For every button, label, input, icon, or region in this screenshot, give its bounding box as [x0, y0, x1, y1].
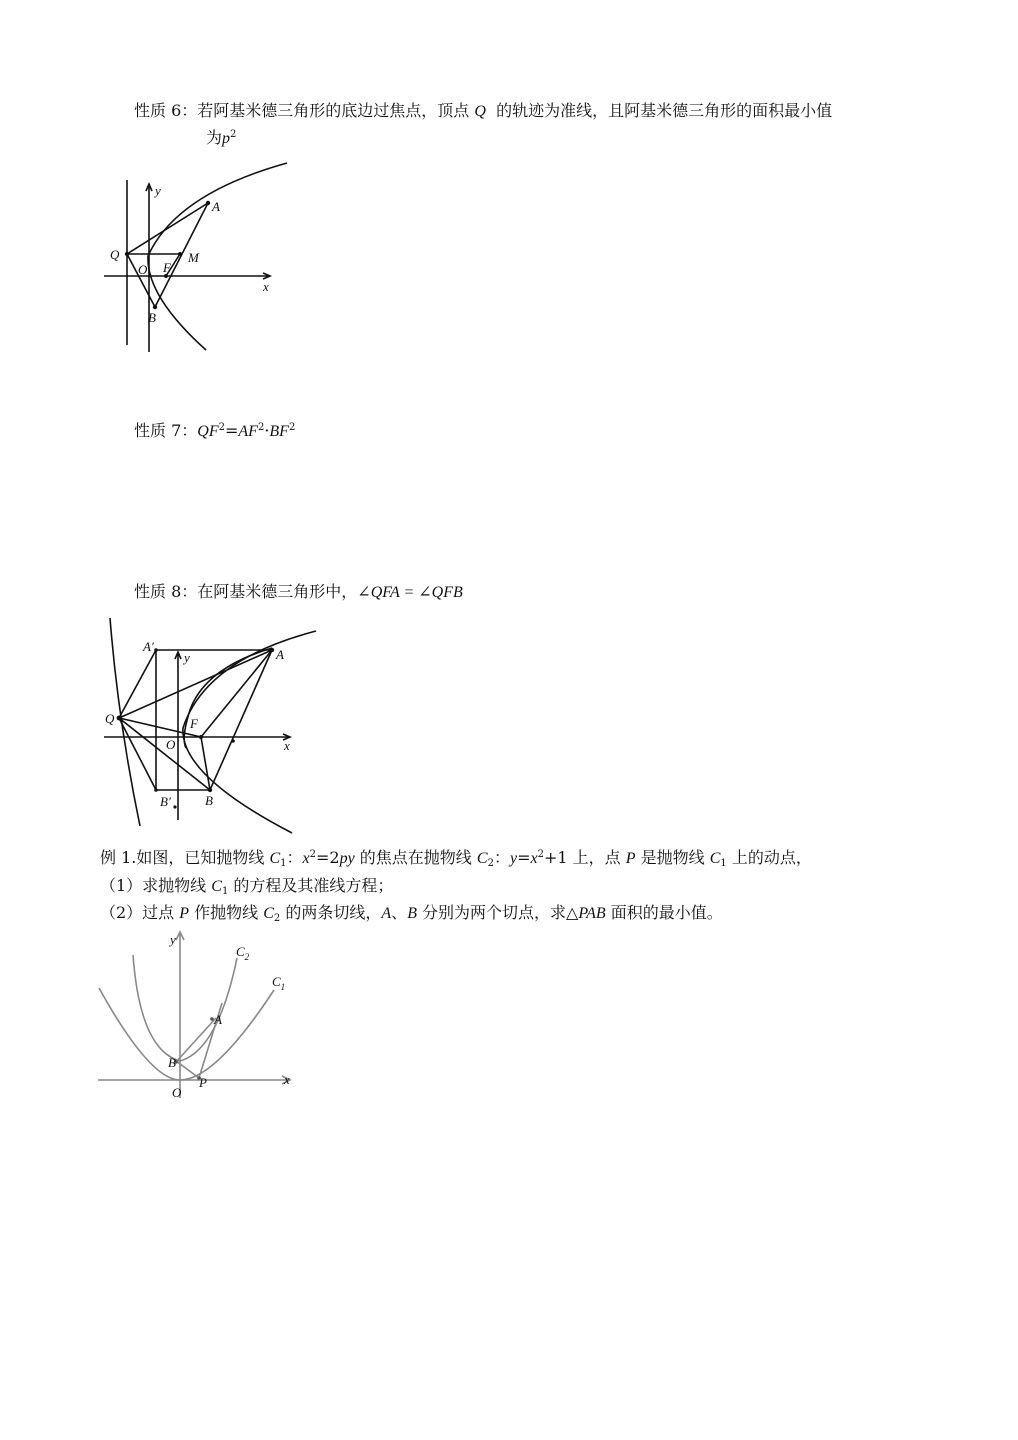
exponent: 2	[537, 849, 544, 860]
property-8-formula: ∠QFA = ∠QFB	[357, 584, 463, 601]
label-b: B	[168, 1055, 176, 1070]
var-a: A	[381, 905, 392, 922]
label-b-prime: B′	[160, 794, 171, 809]
var-x: x	[302, 850, 310, 867]
label-q: Q	[110, 247, 120, 262]
label-o: O	[172, 1085, 182, 1100]
label-o: O	[138, 262, 148, 277]
label-c1-main: C	[272, 974, 281, 989]
label-c1-subscript: 1	[280, 982, 286, 992]
subscript: 1	[720, 858, 727, 869]
exponent: 2	[288, 422, 296, 433]
property-6-label: 性质 6：	[134, 101, 198, 120]
label-a-prime: A′	[143, 639, 154, 654]
text: =2	[316, 848, 340, 867]
property-6-text-b: 的轨迹为准线，且阿基米德三角形的面积最小值	[496, 101, 833, 120]
var-p: P	[179, 905, 190, 922]
var-y: y	[509, 850, 518, 867]
dot: ·	[264, 421, 270, 440]
text: +1 上，点	[543, 848, 626, 867]
exponent: 2	[257, 422, 265, 433]
text: 上的动点，	[726, 848, 812, 867]
label-c2-main: C	[236, 944, 245, 959]
equals: =	[224, 421, 239, 440]
parabola-c1	[99, 988, 274, 1080]
text: ：	[493, 848, 510, 867]
text: =	[517, 848, 531, 867]
text: 分别为两个切点，求△	[416, 903, 579, 922]
var-c: C	[476, 850, 488, 867]
subscript: 2	[273, 913, 281, 924]
label-o: O	[166, 737, 176, 752]
text: （2）过点	[100, 903, 180, 922]
var-p: P	[625, 850, 636, 867]
subscript: 1	[280, 858, 287, 869]
label-q: Q	[105, 711, 115, 726]
var-py: py	[339, 850, 355, 867]
label-a: A	[212, 199, 220, 214]
var-c: C	[269, 850, 281, 867]
var-pab: PAB	[578, 905, 606, 922]
text: 面积的最小值。	[605, 903, 723, 922]
property-6-text-c: 为	[206, 128, 223, 147]
subscript: 2	[487, 858, 494, 869]
label-m: M	[188, 250, 199, 265]
label-c1	[272, 974, 285, 992]
text: 的方程及其准线方程；	[228, 876, 394, 895]
text: ：	[286, 848, 303, 867]
property-6-text-a: 若阿基米德三角形的底边过焦点，顶点	[197, 101, 470, 120]
var-b: B	[407, 905, 417, 922]
text: （1）求抛物线	[100, 876, 212, 895]
exponent: 2	[309, 849, 316, 860]
label-f: F	[190, 716, 198, 731]
label-f: F	[163, 260, 171, 275]
label-y: y	[170, 932, 176, 947]
var-c: C	[211, 878, 222, 895]
subscript: 1	[221, 886, 229, 897]
exponent: 2	[218, 422, 225, 433]
property-8-label: 性质 8：	[134, 582, 198, 601]
label-x: x	[284, 738, 290, 753]
af: AF	[238, 423, 258, 440]
text: 的焦点在抛物线	[354, 848, 477, 867]
label-c2-subscript: 2	[244, 952, 250, 962]
label-p: P	[199, 1075, 207, 1090]
text: 、	[391, 903, 408, 922]
text: 作抛物线	[189, 903, 264, 922]
label-b: B	[148, 310, 156, 325]
property-8-text: 在阿基米德三角形中，	[197, 582, 358, 601]
label-a: A	[214, 1012, 222, 1027]
text: 的两条切线，	[280, 903, 382, 922]
label-y: y	[184, 650, 190, 665]
var-p: p	[222, 130, 231, 147]
label-a: A	[276, 647, 284, 662]
property-7-label: 性质 7：	[134, 421, 198, 440]
var-c: C	[709, 850, 721, 867]
label-c2	[236, 944, 250, 962]
text: 例 1.如图，已知抛物线	[100, 848, 270, 867]
label-y: y	[155, 183, 161, 198]
label-x: x	[263, 279, 269, 294]
var-c: C	[263, 905, 274, 922]
qf: QF	[197, 423, 219, 440]
var-x: x	[530, 850, 538, 867]
bf: BF	[269, 423, 289, 440]
label-x: x	[284, 1072, 290, 1087]
exponent: 2	[230, 129, 237, 140]
text: 是抛物线	[635, 848, 710, 867]
label-b: B	[205, 793, 213, 808]
var-q: Q	[474, 103, 486, 120]
parabola-c2	[133, 955, 237, 1061]
